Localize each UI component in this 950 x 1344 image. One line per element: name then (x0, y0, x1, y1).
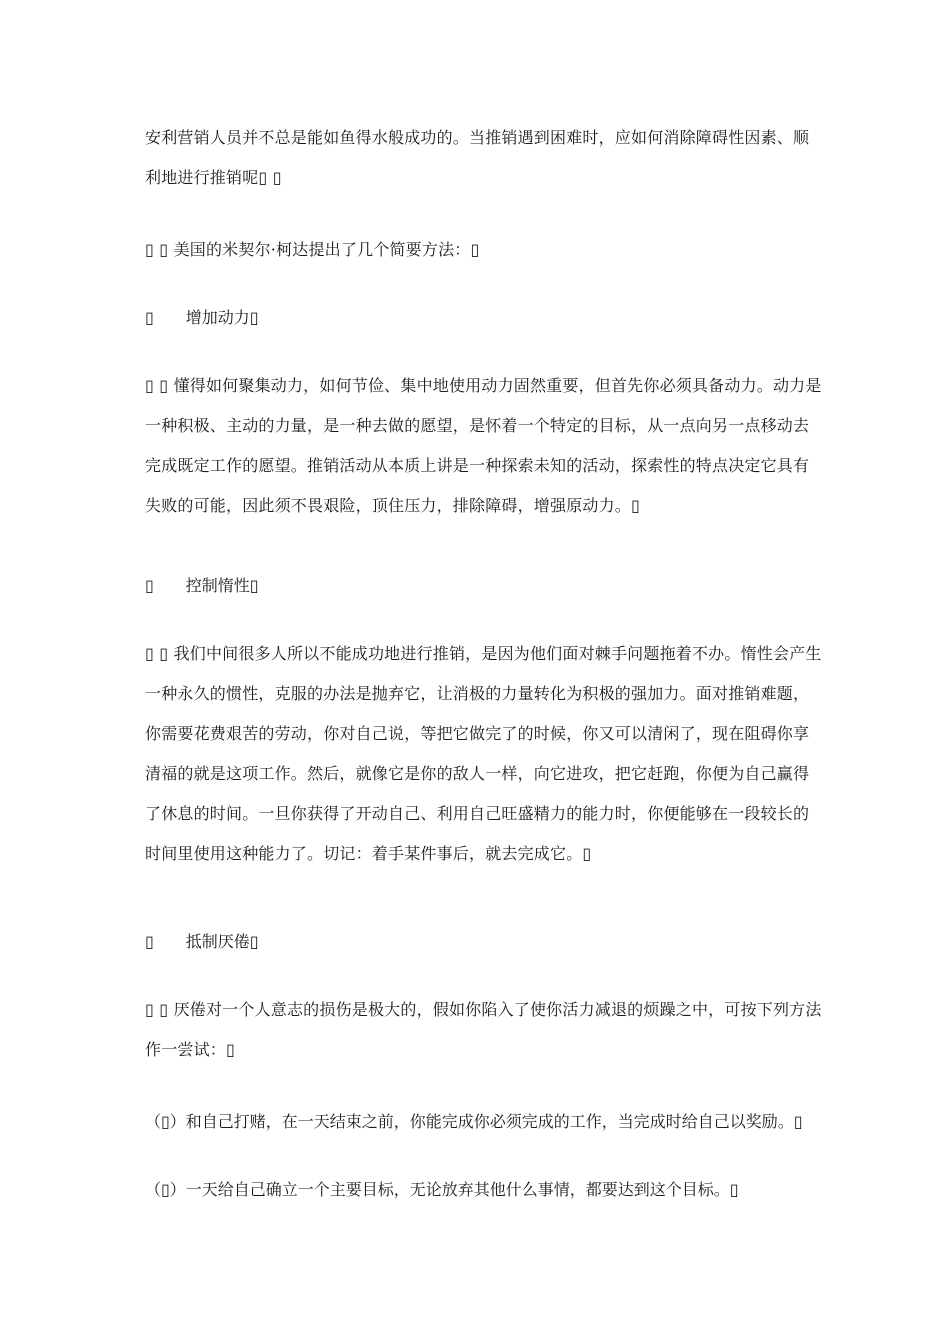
section-heading-increase-motivation: ▯ 增加动力▯ (145, 308, 259, 327)
section-body-increase-motivation: ▯ ▯ 懂得如何聚集动力，如何节俭、集中地使用动力固然重要，但首先你必须具备动力。动力是一种积极、主动的力量，是一种去做的愿望，是怀着一个特定的目标，从一点向另一点移动去完成既定工作的愿望。推销活动从本质上讲是一种探索未知的活动，探索性的特点决定它具有失败的可能，因此须不畏艰险，顶住压力，排除障碍，增强原动力。▯ (145, 376, 822, 515)
intro-paragraph: 安利营销人员并不总是能如鱼得水般成功的。当推销遇到困难时，应如何消除障碍性因素、顺利地进行推销呢▯ ▯ (145, 128, 810, 187)
section-body-resist-boredom: ▯ ▯ 厌倦对一个人意志的损伤是极大的，假如你陷入了使你活力减退的烦躁之中，可按下列方法作一尝试：▯ (145, 1000, 822, 1059)
list-item-bet-with-yourself: （▯）和自己打赌，在一天结束之前，你能完成你必须完成的工作，当完成时给自己以奖励。▯ (145, 1112, 803, 1131)
section-body-control-inertia: ▯ ▯ 我们中间很多人所以不能成功地进行推销，是因为他们面对棘手问题拖着不办。惰性会产生一种永久的惯性，克服的办法是抛弃它，让消极的力量转化为积极的强加力。面对推销难题，你需要花费艰苦的劳动，你对自己说，等把它做完了的时候，你又可以清闲了，现在阻碍你享清福的就是这项工作。然后，就像它是你的敌人一样，向它进攻，把它赶跑，你便为自己赢得了休息的时间。一旦你获得了开动自己、利用自己旺盛精力的能力时，你便能够在一段较长的时间里使用这种能力了。切记：着手某件事后，就去完成它。▯ (145, 644, 822, 863)
method-intro-paragraph: ▯ ▯ 美国的米契尔·柯达提出了几个简要方法：▯ (145, 240, 480, 259)
section-heading-control-inertia: ▯ 控制惰性▯ (145, 576, 259, 595)
list-item-daily-main-goal: （▯）一天给自己确立一个主要目标，无论放弃其他什么事情，都要达到这个目标。▯ (145, 1180, 739, 1199)
section-heading-resist-boredom: ▯ 抵制厌倦▯ (145, 932, 259, 951)
